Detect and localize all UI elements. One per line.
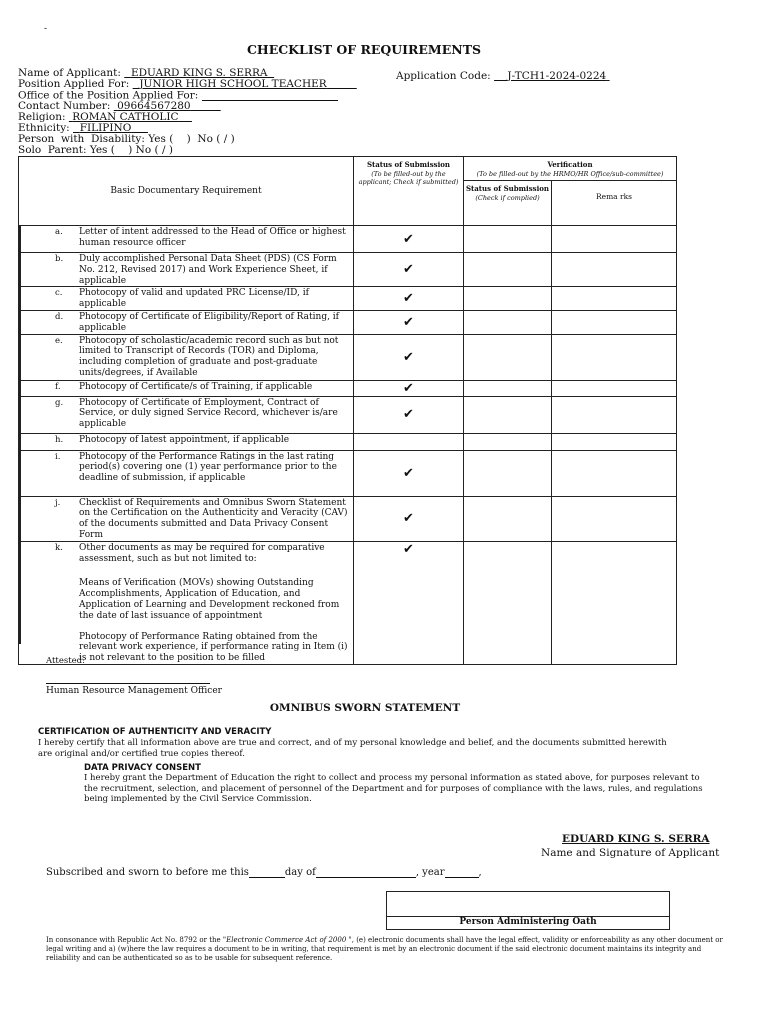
day-blank bbox=[249, 867, 285, 878]
header-remarks: Rema rks bbox=[552, 181, 677, 226]
status-check: ✔ bbox=[354, 287, 464, 311]
status-check: ✔ bbox=[354, 496, 464, 541]
applicant-signature-name: EDUARD KING S. SERRA bbox=[562, 833, 710, 845]
religion-label: Religion: bbox=[18, 111, 66, 123]
footer-legal-note bbox=[46, 936, 726, 962]
row-text: Photocopy of latest appointment, if applicable bbox=[79, 434, 290, 445]
year-blank bbox=[445, 867, 479, 878]
verification-cell bbox=[464, 226, 552, 253]
header-status-submission: Status of Submission (To be filled-out by the applicant; Check if submitted) bbox=[354, 157, 464, 226]
ethnicity-label: Ethnicity: bbox=[18, 122, 70, 134]
row-text: Duly accomplished Personal Data Sheet (PDS) (CS Form No. 212, Revised 2017) and Work Experience Sheet, if applicable bbox=[79, 254, 337, 286]
table-row bbox=[19, 396, 677, 433]
religion-value: ROMAN CATHOLIC bbox=[72, 111, 179, 123]
page-mark: - bbox=[44, 24, 48, 34]
hrmo-label: Human Resource Management Officer bbox=[46, 686, 222, 696]
sworn-statement-line bbox=[46, 867, 482, 878]
footer-pre: In consonance with Republic Act No. 8792 or the " bbox=[46, 936, 227, 944]
ethnicity-value: FILIPINO bbox=[79, 122, 132, 134]
remarks-cell bbox=[552, 334, 677, 380]
oath-box bbox=[386, 891, 670, 930]
table-row bbox=[19, 310, 677, 334]
page-title: CHECKLIST OF REQUIREMENTS bbox=[246, 42, 482, 57]
pwd-options: Yes ( ) No ( / ) bbox=[148, 133, 235, 145]
remarks-cell bbox=[552, 396, 677, 433]
table-row bbox=[19, 226, 677, 253]
verification-cell bbox=[464, 496, 552, 541]
remarks-cell bbox=[552, 496, 677, 541]
row-letter: c. bbox=[55, 288, 63, 299]
row-text: Other documents as may be required for comparative assessment, such as but not limited to: bbox=[79, 542, 325, 564]
row-text: Photocopy of Certificate of Eligibility/Report of Rating, if applicable bbox=[79, 311, 340, 333]
header-verification-status: Status of Submission (Check if complied) bbox=[464, 181, 552, 226]
contact-row bbox=[18, 101, 221, 112]
table-row bbox=[19, 433, 677, 450]
applicant-name-label: Name of Applicant: bbox=[18, 67, 121, 79]
status-check: ✔ bbox=[354, 380, 464, 396]
table-row bbox=[19, 334, 677, 380]
remarks-cell bbox=[552, 450, 677, 496]
header-basic-requirement: Basic Documentary Requirement bbox=[19, 157, 354, 226]
applicant-name-value: EDUARD KING S. SERRA bbox=[130, 67, 268, 79]
contact-value: 09664567280 bbox=[117, 100, 191, 112]
office-label: Office of the Position Applied For: bbox=[18, 89, 199, 102]
status-check: ✔ bbox=[354, 396, 464, 433]
contact-label: Contact Number: bbox=[18, 100, 111, 112]
application-code-label: Application Code: bbox=[396, 70, 491, 82]
row-letter: i. bbox=[55, 451, 61, 462]
remarks-cell bbox=[552, 380, 677, 396]
table-row bbox=[19, 541, 677, 664]
row-letter: b. bbox=[55, 254, 64, 264]
position-value: JUNIOR HIGH SCHOOL TEACHER bbox=[139, 78, 327, 90]
footer-post: ", (e) electronic documents shall have the legal effect, validity or enforceability as any other document or legal writing and a) (w)here the law requires a document to be in writing, that requirement is met by an electronic document if the said electronic document maintains its integrity and reliability and can be authenticated so as to be usable for subsequent reference. bbox=[46, 936, 723, 962]
sworn-year: , year bbox=[415, 867, 445, 878]
religion-row bbox=[18, 112, 192, 123]
row-letter: f. bbox=[55, 381, 61, 392]
remarks-cell bbox=[552, 287, 677, 311]
verification-cell bbox=[464, 541, 552, 664]
row-letter: j. bbox=[55, 497, 61, 508]
applicant-name-row bbox=[18, 68, 274, 79]
row-letter: k. bbox=[55, 542, 63, 553]
verification-cell bbox=[464, 287, 552, 311]
row-letter: e. bbox=[55, 335, 63, 346]
sworn-day: day of bbox=[284, 867, 316, 878]
table-row bbox=[19, 253, 677, 287]
pwd-label: Person with Disability: bbox=[18, 133, 145, 145]
applicant-signature-caption: Name and Signature of Applicant bbox=[541, 847, 720, 859]
sworn-end: , bbox=[478, 867, 482, 878]
verification-cell bbox=[464, 380, 552, 396]
row-subitem: Photocopy of Performance Rating obtained from the relevant work experience, if performance rating in Item (i) is not relevant to the position to be filled bbox=[79, 631, 348, 664]
status-check: ✔ bbox=[354, 541, 464, 664]
solo-parent-options: Yes ( ) No ( / ) bbox=[89, 144, 173, 156]
verification-cell bbox=[464, 334, 552, 380]
table-row bbox=[19, 496, 677, 541]
row-text: Checklist of Requirements and Omnibus Sworn Statement on the Certification on the Authenticity and Veracity (CAV) of the documents submitted and Data Privacy Consent Form bbox=[79, 497, 348, 540]
row-letter: d. bbox=[55, 311, 64, 322]
application-code-row bbox=[396, 70, 610, 82]
remarks-cell bbox=[552, 226, 677, 253]
solo-parent-label: Solo Parent: bbox=[18, 144, 87, 156]
row-subitem: Means of Verification (MOVs) showing Outstanding Accomplishments, Application of Education, and Application of Learning and Development reckoned from the date of last issuance of appointment bbox=[79, 578, 340, 621]
row-letter: h. bbox=[55, 434, 64, 445]
status-check: ✔ bbox=[354, 334, 464, 380]
row-text: Letter of intent addressed to the Head of Office or highest human resource officer bbox=[79, 227, 346, 248]
application-code-value: J-TCH1-2024-0224 bbox=[507, 70, 607, 82]
month-blank bbox=[316, 867, 416, 878]
row-text: Photocopy of valid and updated PRC License/ID, if applicable bbox=[79, 288, 309, 310]
solo-parent-row bbox=[18, 145, 173, 156]
data-privacy-title: DATA PRIVACY CONSENT bbox=[84, 763, 201, 773]
attested-label: Attested: bbox=[46, 656, 85, 666]
remarks-cell bbox=[552, 310, 677, 334]
status-check-empty bbox=[354, 433, 464, 450]
remarks-cell bbox=[552, 433, 677, 450]
row-letter: a. bbox=[55, 227, 63, 237]
row-text: Photocopy of the Performance Ratings in the last rating period(s) covering one (1) year performance prior to the deadline of submission, if applicable bbox=[79, 451, 337, 484]
data-privacy-body: I hereby grant the Department of Education the right to collect and process my personal information as stated above, for purposes relevant to the recruitment, selection, and placement of personnel of the Department and for purposes of compliance with the laws, rules, and regulations being implemented by the Civil Service Commission. bbox=[84, 773, 703, 805]
ethnicity-row bbox=[18, 123, 148, 134]
position-label: Position Applied For: bbox=[18, 78, 130, 90]
row-text: Photocopy of Certificate/s of Training, if applicable bbox=[79, 381, 313, 392]
verification-cell bbox=[464, 433, 552, 450]
remarks-cell bbox=[552, 253, 677, 287]
verification-cell bbox=[464, 396, 552, 433]
row-text: Photocopy of Certificate of Employment, Contract of Service, or duly signed Service Record, whichever is/are applicable bbox=[79, 397, 338, 430]
office-blank bbox=[202, 90, 338, 101]
row-text: Photocopy of scholastic/academic record such as but not limited to Transcript of Records (TOR) and Diploma, including completion of graduate and post-graduate units/degrees, if Available bbox=[79, 335, 339, 378]
status-check: ✔ bbox=[354, 226, 464, 253]
verification-cell bbox=[464, 450, 552, 496]
verification-cell bbox=[464, 253, 552, 287]
position-row bbox=[18, 79, 357, 90]
hrmo-signature-line bbox=[46, 683, 210, 684]
row-letter: g. bbox=[55, 397, 64, 408]
status-check: ✔ bbox=[354, 450, 464, 496]
status-check: ✔ bbox=[354, 253, 464, 287]
table-row bbox=[19, 380, 677, 396]
oath-label: Person Administering Oath bbox=[459, 917, 597, 927]
table-row bbox=[19, 287, 677, 311]
pwd-row bbox=[18, 134, 235, 145]
certification-title: CERTIFICATION OF AUTHENTICITY AND VERACITY bbox=[38, 727, 272, 737]
requirements-table bbox=[18, 156, 677, 665]
table-row bbox=[19, 450, 677, 496]
omnibus-title: OMNIBUS SWORN STATEMENT bbox=[269, 702, 461, 714]
verification-cell bbox=[464, 310, 552, 334]
sworn-prefix: Subscribed and sworn to before me this bbox=[46, 867, 249, 878]
remarks-cell bbox=[552, 541, 677, 664]
footer-act: Electronic Commerce Act of 2000 bbox=[226, 936, 347, 944]
header-verification: Verification (To be filled-out by the HRMO/HR Office/sub-committee) bbox=[464, 157, 677, 181]
certification-body: I hereby certify that all information above are true and correct, and of my personal knowledge and belief, and the documents submitted herewith are original and/or certified true copies thereof. bbox=[38, 738, 667, 759]
status-check: ✔ bbox=[354, 310, 464, 334]
